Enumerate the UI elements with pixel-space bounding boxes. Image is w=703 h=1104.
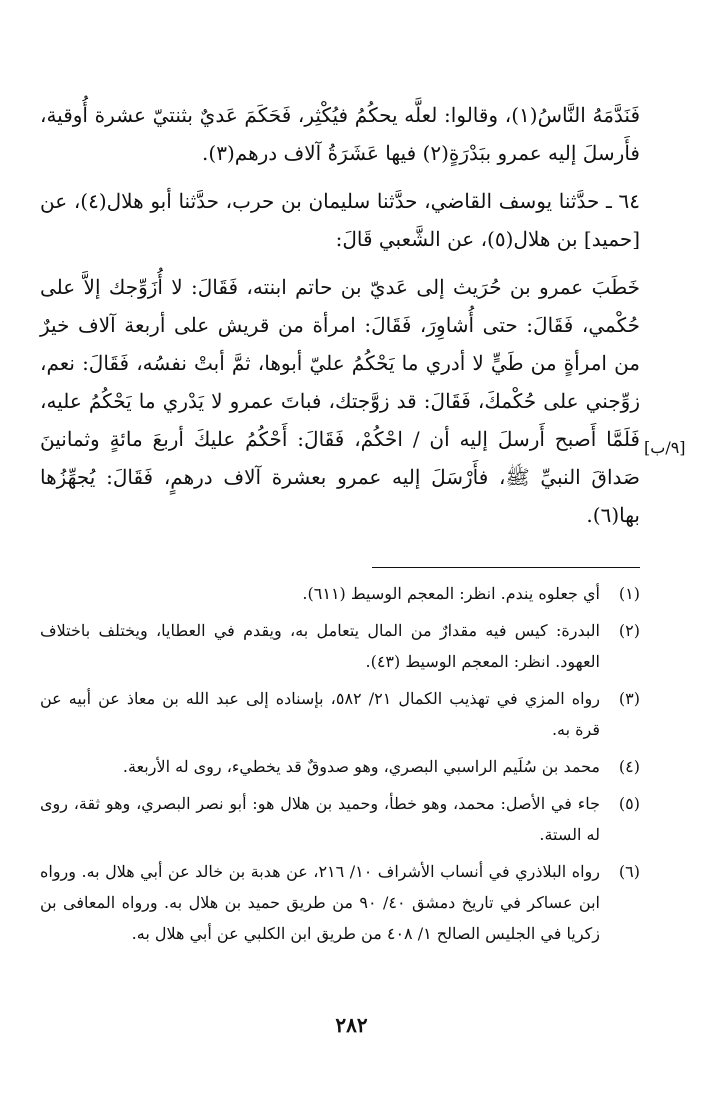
footnote-divider: [372, 567, 640, 568]
footnote: [40, 578, 640, 609]
manuscript-folio-marker: [٩/ب]: [644, 438, 686, 457]
paragraph-1: فَنَدَّمَهُ النَّاسُ(١)، وقالوا: لعلَّه يحكُمُ فيُكْثِر، فَحَكَمَ عَديٌ بثنتيّ عشرة أُوقية، فأَرسلَ إليه عمرو ببَدْرَةٍ(٢) فيها عَشَرَةُ آلاف درهم(٣).: [40, 103, 641, 165]
footnote-number: (٣): [618, 689, 640, 708]
footnote: [40, 856, 640, 949]
paragraph-hadith-64: ٦٤ ـ حدَّثنا يوسف القاضي، حدَّثنا سليمان بن حرب، حدَّثنا أبو هلال(٤)، عن [حميد] بن هلال(٥)، عن الشَّعبي قَالَ:: [40, 189, 640, 251]
main-text: [40, 96, 640, 534]
footnote-text: محمد بن سُلَيم الراسبي البصري، وهو صدوقٌ قد يخطيء، روى له الأربعة.: [122, 757, 600, 776]
footnote-number: (٦): [618, 862, 640, 881]
footnote-text: أي جعلوه يندم. انظر: المعجم الوسيط (٦١١).: [302, 584, 600, 603]
footnote: [40, 683, 640, 745]
footnote-text: رواه المزي في تهذيب الكمال ٢١/ ٥٨٢، بإسناده إلى عبد الله بن معاذ عن أبيه عن قرة به.: [40, 689, 601, 739]
paragraph-3: خَطَبَ عمرو بن حُرَيث إلى عَديّ بن حاتم ابنته، فَقَالَ: لا أُزَوِّجك إلاَّ على حُكْمي، فَقَالَ: حتى أُشاوِرَ، فَقَالَ: امرأة من قريش على أربعة آلاف خيرٌ من امرأةٍ من طَيٍّ لا أدري ما يَحْكُمُ عليّ أبوها، ثمَّ أبتْ نفسُه، فَقَالَ: نعم، زوِّجني على حُكْمكَ، فَقَالَ: قد زوَّجتك، فباتَ عمرو لا يَدْري ما يَحْكُمُ عليه، فَلَمَّا أَصبح أَرسلَ إليه أن / احْكُمْ، فَقَالَ: أَحْكُمُ عليكَ أربعَ مائةٍ وثمانينَ صَداقَ النبيِّ ﷺ، فأَرْسَلَ إليه عمرو بعشرة آلاف درهمٍ، فَقَالَ: يُجهِّزُها بها(٦).: [40, 275, 640, 527]
footnote-number: (٢): [618, 621, 640, 640]
footnote-text: رواه البلاذري في أنساب الأشراف ١٠/ ٢١٦، عن هدبة بن خالد عن أبي هلال به. ورواه ابن عساكر في تاريخ دمشق ٤٠/ ٩٠ من طريق حميد بن هلال به. ورواه المعافى بن زكريا في الجليس الصالح ١/ ٤٠٨ من طريق ابن الكلبي عن أبي هلال به.: [40, 862, 600, 943]
footnote-text: جاء في الأصل: محمد، وهو خطأ، وحميد بن هلال هو: أبو نصر البصري، وهو ثقة، روى له الستة.: [40, 794, 600, 844]
footnote: [40, 751, 640, 782]
footnote-number: (١): [618, 584, 640, 603]
footnote-text: البدرة: كيس فيه مقدارٌ من المال يتعامل به، ويقدم في العطايا، ويختلف باختلاف العهود. انظر: المعجم الوسيط (٤٣).: [40, 621, 600, 671]
page-number: ٢٨٢: [335, 1013, 368, 1037]
footnote: [40, 788, 640, 850]
footnote-number: (٤): [618, 757, 640, 776]
footnotes: [40, 578, 640, 955]
footnote-number: (٥): [618, 794, 640, 813]
footnote: [40, 615, 640, 677]
